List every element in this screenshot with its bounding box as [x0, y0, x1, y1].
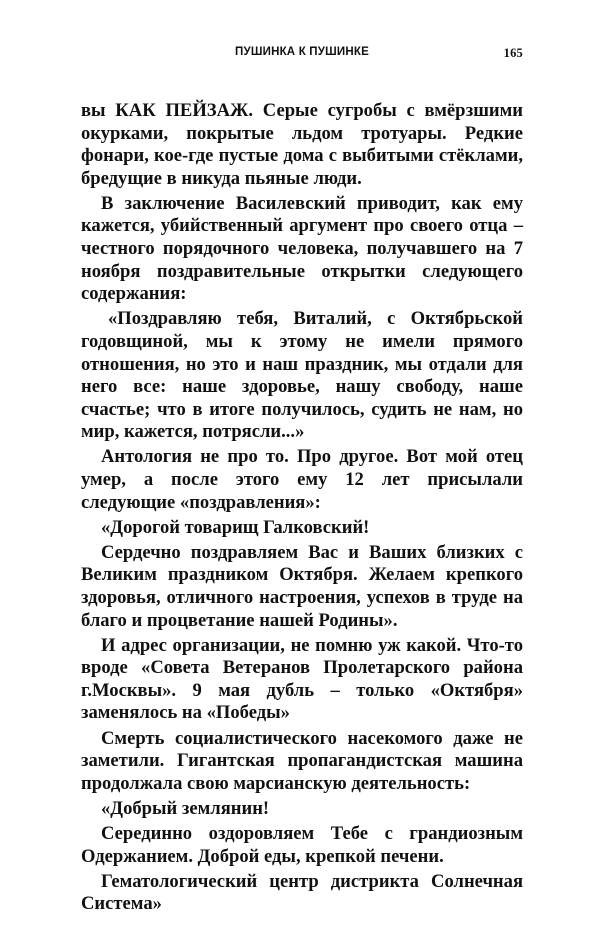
paragraph: И адрес организации, не помню уж какой. Что-то вроде «Совета Ветеранов Пролетарского района г.Москвы». 9 мая дубль – только «Октября» заменялось на «Победы»	[81, 634, 523, 724]
paragraph: Гематологический центр дистрикта Солнечная Система»	[81, 870, 523, 915]
book-page	[81, 40, 523, 918]
quoted-paragraph: «Добрый землянин!	[101, 797, 270, 819]
paragraph: Антология не про то. Про другое. Вот мой отец умер, а после этого ему 12 лет присылали следующие «поздравления»:	[81, 446, 523, 513]
paragraph: В заключение Василевский приводит, как ему кажется, убийственный аргумент про своего отца – честного порядочного человека, получавшего на 7 ноября поздравительные открытки следующего содержания:	[81, 192, 523, 305]
paragraph: Сердечно поздравляем Вас и Ваших близких с Великим праздником Октября. Желаем крепкого здоровья, отличного настроения, успехов в труде на благо и процветание нашей Родины».	[81, 541, 523, 631]
quoted-paragraph: «Дорогой товарищ Галковский!	[101, 516, 370, 538]
paragraph: вы КАК ПЕЙЗАЖ. Серые сугробы с вмёрзшими окурками, покрытые льдом тротуары. Редкие фонари, кое-где пустые дома с выбитыми стёклами, бредущие в никуда пьяные люди.	[81, 100, 523, 189]
running-head	[81, 40, 523, 62]
paragraph: Смерть социалистического насекомого даже не заметили. Гигантская пропагандистская машина продолжала свою марсианскую деятельность:	[81, 727, 523, 794]
paragraph: Серединно оздоровляем Тебе с грандиозным Одержанием. Доброй еды, крепкой печени.	[81, 822, 523, 867]
body-text	[81, 100, 523, 916]
quoted-paragraph: «Поздравляю тебя, Виталий, с Октябрьской годовщиной, мы к этому не имели прямого отношения, но это и наш праздник, мы отдали для него все: наше здоровье, нашу свободу, наше счастье; что в итоге получилось, судить не нам, но мир, кажется, потрясли...»	[81, 308, 523, 443]
page-number: 165	[503, 46, 523, 60]
running-title: ПУШИНКА К ПУШИНКЕ	[235, 46, 369, 58]
